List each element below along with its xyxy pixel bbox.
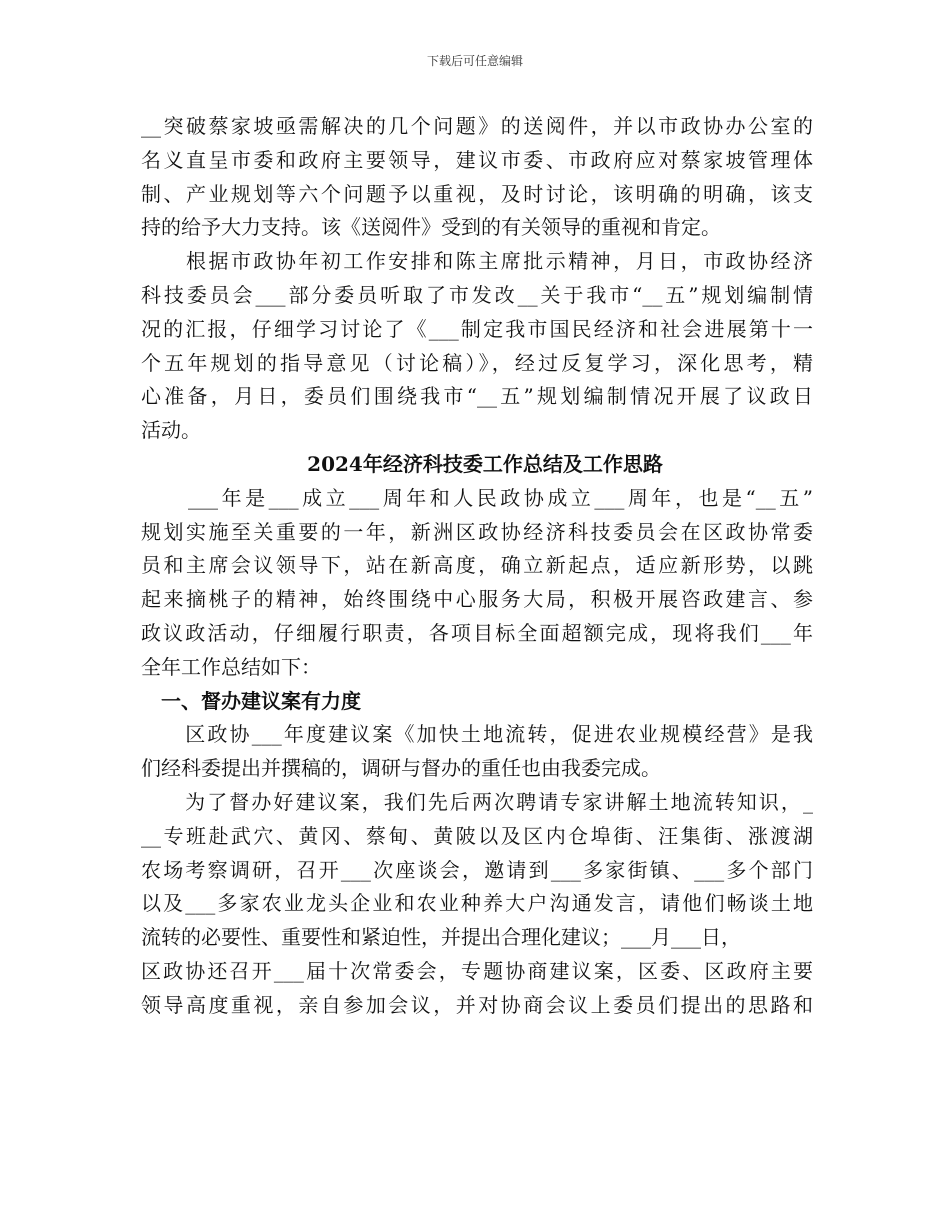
paragraph-5-line: 农场考察调研，召开___次座谈会，邀请到___多家街镇、___多个部门 — [141, 857, 813, 882]
paragraph-2-line: 心准备，月日，委员们围绕我市“__五”规划编制情况开展了议政日 — [141, 384, 813, 409]
paragraph-3-line: ___年是___成立___周年和人民政协成立___周年，也是“__五” — [141, 485, 813, 510]
paragraph-1-line: 名义直呈市委和政府主要领导，建议市委、市政府应对蔡家坡管理体 — [141, 147, 813, 172]
paragraph-2-line: 况的汇报，仔细学习讨论了《___制定我市国民经济和社会进展第十一 — [141, 316, 813, 341]
paragraph-2-line: 个五年规划的指导意见（讨论稿）》，经过反复学习，深化思考，精 — [141, 350, 813, 375]
paragraph-3-line: 起来摘桃子的精神，始终围绕中心服务大局，积极开展咨政建言、参 — [141, 587, 813, 612]
paragraph-1-line: __突破蔡家坡亟需解决的几个问题》的送阅件，并以市政协办公室的 — [141, 114, 813, 138]
paragraph-5-line: 领导高度重视，亲自参加会议，并对协商会议上委员们提出的思路和 — [141, 992, 813, 1017]
section-heading: 一、督办建议案有力度 — [161, 688, 361, 713]
paragraph-4-line: 区政协___年度建议案《加快土地流转，促进农业规模经营》是我 — [141, 722, 813, 747]
paragraph-3-line: 规划实施至关重要的一年，新洲区政协经济科技委员会在区政协常委 — [141, 519, 813, 544]
document-title: 2024年经济科技委工作总结及工作思路 — [307, 451, 663, 476]
paragraph-2-line: 科技委员会___部分委员听取了市发改__关于我市“__五”规划编制情 — [141, 282, 813, 307]
paragraph-2-line: 活动。 — [141, 418, 201, 443]
paragraph-1-line: 持的给予大力支持。该《送阅件》受到的有关领导的重视和肯定。 — [141, 215, 721, 240]
paragraph-3-line: 员和主席会议领导下，站在新高度，确立新起点，适应新形势，以跳 — [141, 553, 813, 578]
paragraph-3-line: 全年工作总结如下： — [141, 654, 321, 679]
paragraph-2-line: 根据市政协年初工作安排和陈主席批示精神，月日，市政协经济 — [141, 249, 813, 274]
paragraph-5-line: 以及___多家农业龙头企业和农业种养大户沟通发言，请他们畅谈土地 — [141, 891, 813, 916]
paragraph-1-line: 制、产业规划等六个问题予以重视，及时讨论，该明确的明确，该支 — [141, 181, 813, 206]
page-header: 下载后可任意编辑 — [426, 54, 523, 68]
paragraph-4-line: 们经科委提出并撰稿的，调研与督办的重任也由我委完成。 — [141, 756, 661, 781]
paragraph-3-line: 政议政活动，仔细履行职责，各项目标全面超额完成，现将我们___年 — [141, 620, 813, 645]
document-body — [141, 110, 813, 1023]
paragraph-5-line: __专班赴武穴、黄冈、蔡甸、黄陂以及区内仓埠街、汪集街、涨渡湖 — [141, 823, 813, 848]
paragraph-5-line: 为了督办好建议案，我们先后两次聘请专家讲解土地流转知识，_ — [141, 789, 813, 814]
paragraph-5-line: 流转的必要性、重要性和紧迫性，并提出合理化建议；___月___日， — [141, 925, 741, 950]
paragraph-5-line: 区政协还召开___届十次常委会，专题协商建议案，区委、区政府主要 — [141, 958, 813, 983]
